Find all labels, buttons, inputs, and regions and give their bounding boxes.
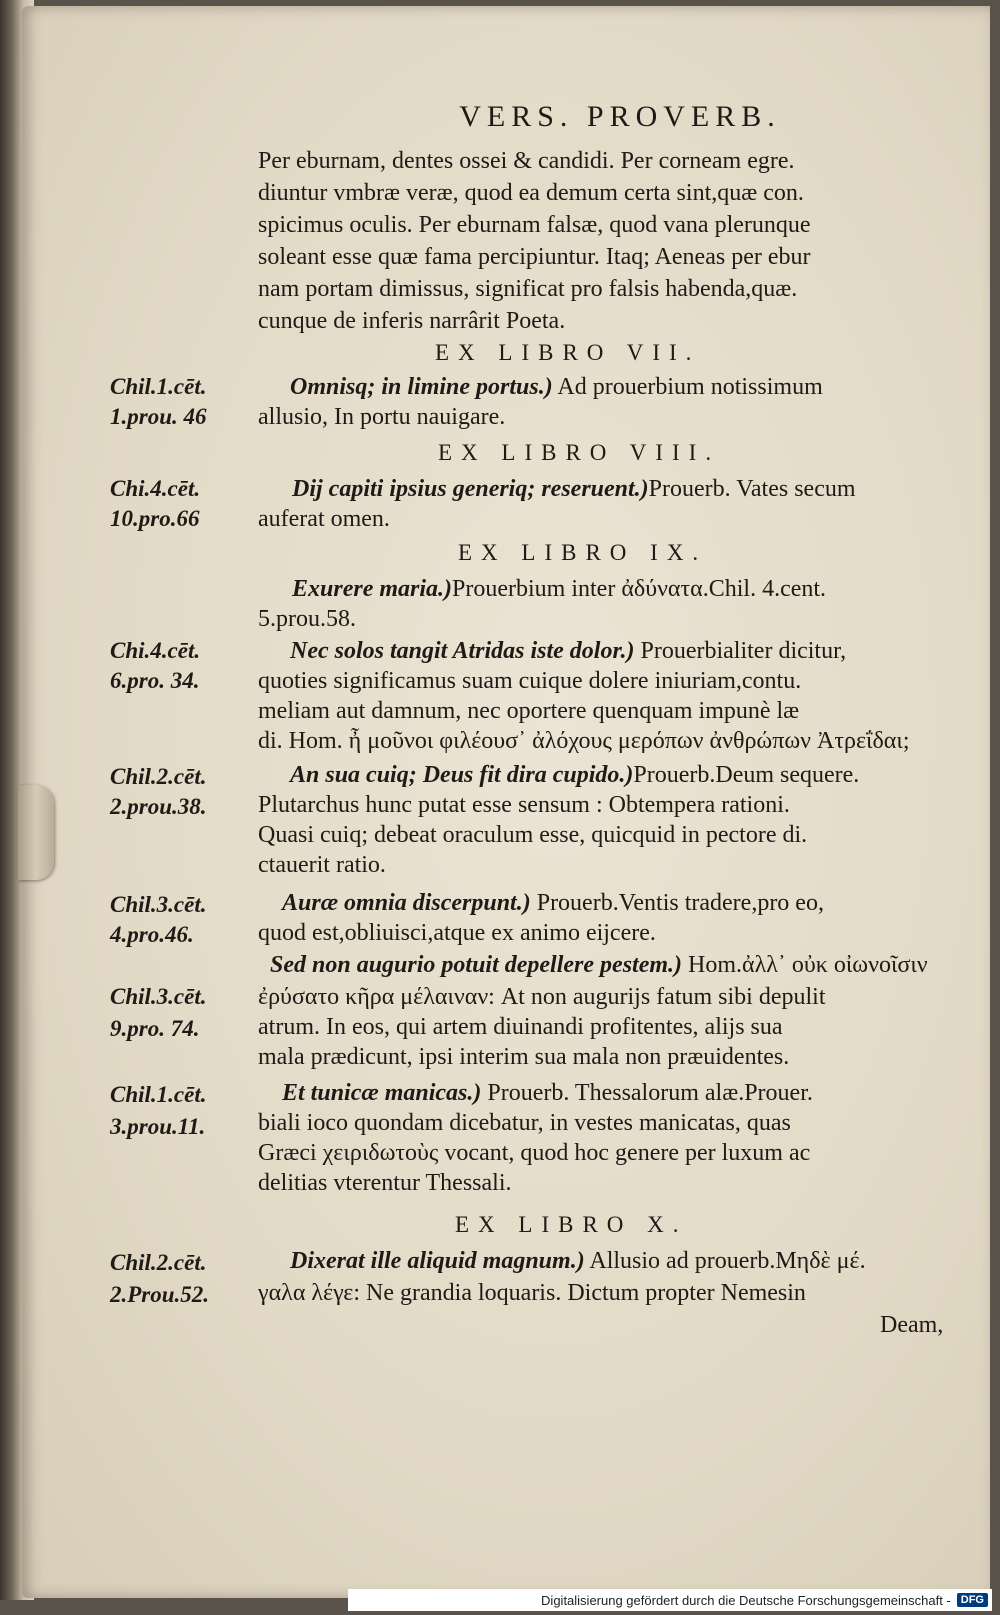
text-line: nam portam dimissus, significat pro falsis habenda,quæ.	[258, 276, 798, 302]
lemma: Nec solos tangit Atridas iste dolor.)	[290, 638, 635, 664]
margin-note: 2.Prou.52.	[110, 1282, 210, 1307]
page-clasp	[18, 785, 54, 880]
lemma: An sua cuiq; Deus fit dira cupido.)	[290, 762, 634, 788]
margin-note: 3.prou.11.	[110, 1114, 206, 1139]
text-line: quod est,obliuisci,atque ex animo eijcere.	[258, 920, 656, 946]
dfg-logo: DFG	[957, 1593, 988, 1607]
text-line: Græci χειριδωτοὺς vocant, quod hoc genere per luxum ac	[258, 1140, 811, 1166]
margin-note: 10.pro.66	[110, 506, 200, 531]
lemma: Sed non augurio potuit depellere pestem.)	[270, 952, 683, 978]
text-line	[292, 474, 856, 504]
text-line	[292, 574, 826, 604]
margin-note: Chil.3.cēt.	[110, 892, 207, 917]
credit-text: Digitalisierung gefördert durch die Deutsche Forschungsgemeinschaft -	[541, 1592, 951, 1608]
text-line: allusio, In portu nauigare.	[258, 404, 506, 430]
text-line: auferat omen.	[258, 506, 390, 532]
text-line	[290, 760, 859, 790]
text-line: atrum. In eos, qui artem diuinandi profitentes, alijs sua	[258, 1014, 783, 1040]
text-line: soleant esse quæ fama percipiuntur. Itaq; Aeneas per ebur	[258, 244, 811, 270]
margin-note: Chi.4.cēt.	[110, 476, 201, 501]
digitization-credit	[348, 1589, 992, 1611]
text-line: ἐρύσατο κῆρα μέλαιναν: At non augurijs fatum sibi depulit	[258, 984, 826, 1010]
text-line: spicimus oculis. Per eburnam falsæ, quod vana plerunque	[258, 212, 811, 238]
text-line: biali ioco quondam dicebatur, in vestes manicatas, quas	[258, 1110, 791, 1136]
margin-note: 1.prou. 46	[110, 404, 207, 429]
running-head: VERS. PROVERB.	[459, 100, 781, 133]
lemma: Auræ omnia discerpunt.)	[282, 890, 531, 916]
line-text: Allusio ad prouerb.Μηδὲ μέ.	[584, 1248, 866, 1274]
text-line: Deam,	[880, 1312, 944, 1338]
line-text: Ad prouerbium notissimum	[552, 374, 823, 400]
text-line: Per eburnam, dentes ossei & candidi. Per corneam egre.	[258, 148, 795, 174]
line-text: Hom.ἀλλ᾽ οὐκ οἰωνοῖσιν	[682, 952, 928, 978]
text-line: γαλα λέγε: Ne grandia loquaris. Dictum propter Nemesin	[258, 1280, 806, 1306]
margin-note: Chil.2.cēt.	[110, 1250, 207, 1275]
lemma: Dij capiti ipsius generiq; reseruent.)	[292, 476, 649, 502]
text-line	[290, 636, 846, 666]
lemma: Et tunicæ manicas.)	[282, 1080, 482, 1106]
text-line: ctauerit ratio.	[258, 852, 386, 878]
line-text: Prouerb. Thessalorum alæ.Prouer.	[481, 1080, 813, 1106]
text-line: di. Hom. ἦ μοῦνοι φιλέουσ᾽ ἀλόχους μερόπων ἀνθρώπων Ἀτρεΐδαι;	[258, 728, 910, 754]
text-line: delitias vterentur Thessali.	[258, 1170, 512, 1196]
lemma: Omnisq; in limine portus.)	[290, 374, 553, 400]
lemma: Exurere maria.)	[292, 576, 453, 602]
line-text: Prouerbialiter dicitur,	[634, 638, 847, 664]
text-line	[282, 1078, 813, 1108]
line-text: Prouerb.Ventis tradere,pro eo,	[530, 890, 824, 916]
margin-note: Chil.2.cēt.	[110, 764, 207, 789]
text-line: cunque de inferis narrârit Poeta.	[258, 308, 566, 334]
text-line	[282, 888, 824, 918]
section-heading: EX LIBRO IX.	[458, 540, 708, 565]
margin-note: 2.prou.38.	[110, 794, 207, 819]
line-text: Prouerbium inter ἀδύνατα.Chil. 4.cent.	[452, 576, 827, 602]
margin-note: 6.pro. 34.	[110, 668, 200, 693]
text-line	[290, 1246, 866, 1276]
margin-note: Chil.3.cēt.	[110, 984, 207, 1009]
text-line: 5.prou.58.	[258, 606, 356, 632]
text-line	[290, 372, 823, 402]
text-line: quoties significamus suam cuique dolere iniuriam,contu.	[258, 668, 802, 694]
line-text: Prouerb.Deum sequere.	[633, 762, 860, 788]
text-line: Quasi cuiq; debeat oraculum esse, quicquid in pectore di.	[258, 822, 808, 848]
section-heading: EX LIBRO VIII.	[438, 440, 721, 465]
section-heading: EX LIBRO X.	[455, 1212, 688, 1237]
margin-note: Chil.1.cēt.	[110, 1082, 207, 1107]
margin-note: 4.pro.46.	[110, 922, 194, 947]
margin-note: Chi.4.cēt.	[110, 638, 201, 663]
text-line: meliam aut damnum, nec oportere quenquam impunè læ	[258, 698, 800, 724]
line-text: Prouerb. Vates secum	[648, 476, 856, 502]
margin-note: 9.pro. 74.	[110, 1016, 200, 1041]
lemma: Dixerat ille aliquid magnum.)	[290, 1248, 585, 1274]
text-line: diuntur vmbræ veræ, quod ea demum certa sint,quæ con.	[258, 180, 804, 206]
text-line: Plutarchus hunc putat esse sensum : Obtempera rationi.	[258, 792, 790, 818]
text-line: mala prædicunt, ipsi interim sua mala non præuidentes.	[258, 1044, 790, 1070]
text-line	[270, 950, 928, 980]
section-heading: EX LIBRO VII.	[435, 340, 701, 365]
margin-note: Chil.1.cēt.	[110, 374, 207, 399]
